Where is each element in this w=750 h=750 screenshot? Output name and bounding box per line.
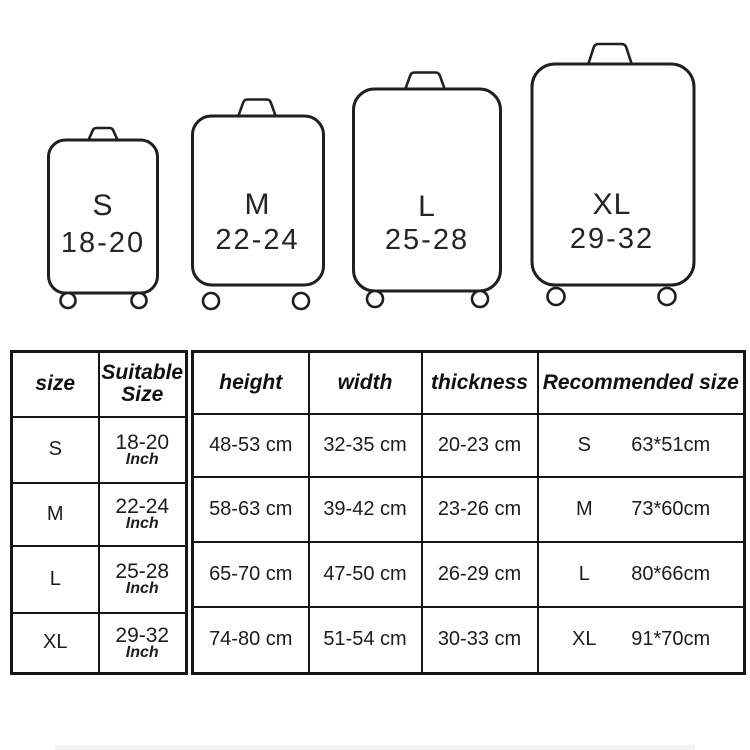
table-row (193, 607, 745, 674)
suitcase-s-illustration (44, 126, 162, 314)
recommended-size-letter: L (578, 562, 590, 585)
table-row (12, 483, 187, 546)
suitcase-wheel-icon (61, 293, 76, 308)
table-row (193, 414, 745, 477)
suitcase-l-label: L (418, 190, 436, 223)
suitable-cell (99, 483, 187, 546)
suitable-column-header: Suitable Size (99, 352, 187, 417)
dimension-table-header-row (193, 352, 745, 414)
suitcase-wheel-icon (367, 291, 383, 307)
size-cell: M (12, 483, 99, 546)
table-row (193, 477, 745, 542)
width-cell: 39-42 cm (309, 477, 422, 542)
size-cell: XL (12, 613, 99, 674)
suitcase-m-label: M (244, 188, 271, 221)
height-cell: 74-80 cm (193, 607, 309, 674)
height-cell: 48-53 cm (193, 414, 309, 477)
suitcase-wheel-icon (132, 293, 147, 308)
height-cell: 58-63 cm (193, 477, 309, 542)
suitcase-xl-illustration (528, 40, 698, 308)
recommended-size-letter: XL (572, 628, 597, 651)
recommended-size-dims: 73*60cm (631, 497, 711, 520)
table-row (12, 613, 187, 674)
thickness-cell: 23-26 cm (422, 477, 538, 542)
range-value: 29-32 (115, 624, 170, 648)
suitcase-m-range: 22-24 (215, 224, 300, 256)
range-value: 18-20 (115, 430, 170, 454)
suitcase-wheel-icon (203, 293, 219, 309)
size-cell: L (12, 546, 99, 613)
suitcase-l-range: 25-28 (384, 224, 470, 256)
range-value: 22-24 (115, 495, 170, 519)
recommended-size-dims: 80*66cm (631, 562, 711, 585)
suitcase-wheel-icon (548, 288, 565, 305)
recommended-size-dims: 91*70cm (631, 628, 711, 651)
suitcase-xl-label: XL (592, 188, 632, 221)
width-cell: 47-50 cm (309, 542, 422, 607)
suitcase-xl-range: 29-32 (569, 223, 655, 255)
size-table-header-row (12, 352, 187, 417)
suitcase-s-label: S (92, 189, 114, 222)
unit-label: Inch (125, 580, 159, 598)
scan-artifact-strip (55, 745, 695, 750)
suitcase-handle-icon (588, 44, 632, 65)
size-column-header: size (12, 352, 99, 417)
suitcase-s-range: 18-20 (60, 227, 146, 259)
recommended-cell (538, 607, 745, 674)
recommended-cell (538, 477, 745, 542)
table-row (12, 546, 187, 613)
thickness-cell: 30-33 cm (422, 607, 538, 674)
unit-label: Inch (125, 644, 159, 662)
range-value: 25-28 (115, 560, 170, 584)
height-column-header: height (193, 352, 309, 414)
suitcase-handle-icon (238, 100, 276, 118)
size-cell: S (12, 417, 99, 483)
width-cell: 51-54 cm (309, 607, 422, 674)
recommended-cell (538, 542, 745, 607)
recommended-size-letter: S (577, 433, 591, 456)
thickness-column-header: thickness (422, 352, 538, 414)
suitcase-wheel-icon (659, 288, 676, 305)
suitable-cell (99, 613, 187, 674)
height-cell: 65-70 cm (193, 542, 309, 607)
width-column-header: width (309, 352, 422, 414)
table-row (12, 417, 187, 483)
recommended-size-letter: M (575, 497, 593, 520)
suitcase-wheel-icon (472, 291, 488, 307)
recommended-cell (538, 414, 745, 477)
suitable-cell (99, 546, 187, 613)
dimension-table (191, 350, 746, 675)
suitcase-l-illustration (350, 70, 506, 310)
unit-label: Inch (125, 450, 159, 468)
suitable-cell (99, 417, 187, 483)
unit-label: Inch (125, 515, 159, 533)
suitcase-handle-icon (405, 73, 445, 91)
thickness-cell: 20-23 cm (422, 414, 538, 477)
table-row (193, 542, 745, 607)
recommended-size-dims: 63*51cm (631, 433, 711, 456)
thickness-cell: 26-29 cm (422, 542, 538, 607)
recommended-column-header: Recommended size (538, 352, 745, 414)
suitcase-wheel-icon (293, 293, 309, 309)
width-cell: 32-35 cm (309, 414, 422, 477)
size-table (10, 350, 188, 675)
suitcase-m-illustration (188, 96, 328, 314)
